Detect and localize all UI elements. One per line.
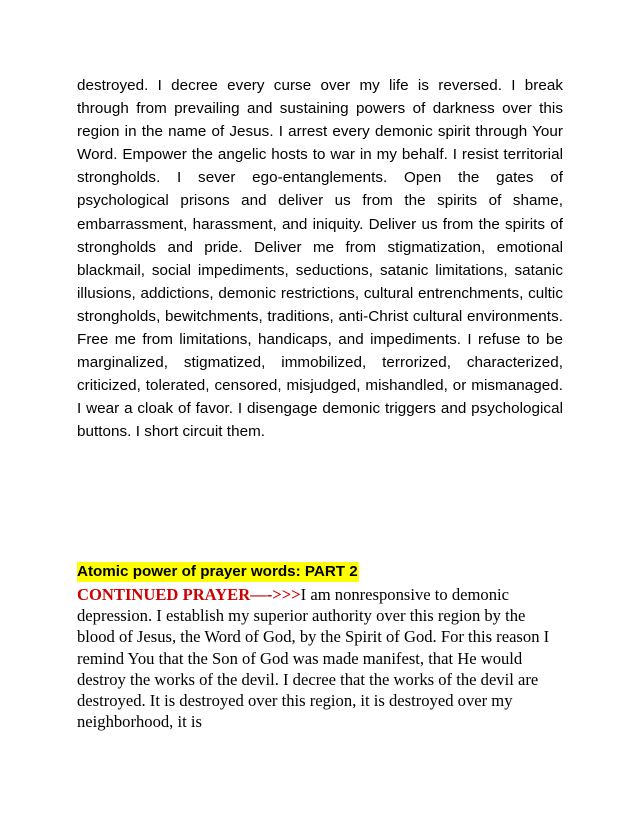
- body-paragraph-2: [77, 584, 559, 732]
- paragraph-2-text: I am nonresponsive to demonic depression. I establish my superior authority over this region by the blood of Jesus, the Word of God, by the Spirit of God. For this reason I remind You that the Son of God was made manifest, that He would destroy the works of the devil. I decree that the works of the devil are destroyed. It is destroyed over this region, it is destroyed over my neighborhood, it is: [77, 585, 550, 732]
- section-heading: Atomic power of prayer words: PART 2: [77, 563, 358, 580]
- continued-prayer-label: CONTINUED PRAYER—->>>: [77, 585, 301, 604]
- body-paragraph-1: destroyed. I decree every curse over my life is reversed. I break through from prevailing and sustaining powers of darkness over this region in the name of Jesus. I arrest every demonic spirit through Your Word. Empower the angelic hosts to war in my behalf. I resist territorial strongholds. I sever ego-entanglements. Open the gates of psychological prisons and deliver us from the spirits of shame, embarrassment, harassment, and iniquity. Deliver us from the spirits of strongholds and pride. Deliver me from stigmatization, emotional blackmail, social impediments, seductions, satanic limitations, satanic illusions, addictions, demonic restrictions, cultural entrenchments, cultic strongholds, bewitchments, traditions, anti-Christ cultural environments. Free me from limitations, handicaps, and impediments. I refuse to be marginalized, stigmatized, immobilized, terrorized, characterized, criticized, tolerated, censored, misjudged, mishandled, or mismanaged. I wear a cloak of favor. I disengage demonic triggers and psychological buttons. I short circuit them.: [77, 77, 563, 441]
